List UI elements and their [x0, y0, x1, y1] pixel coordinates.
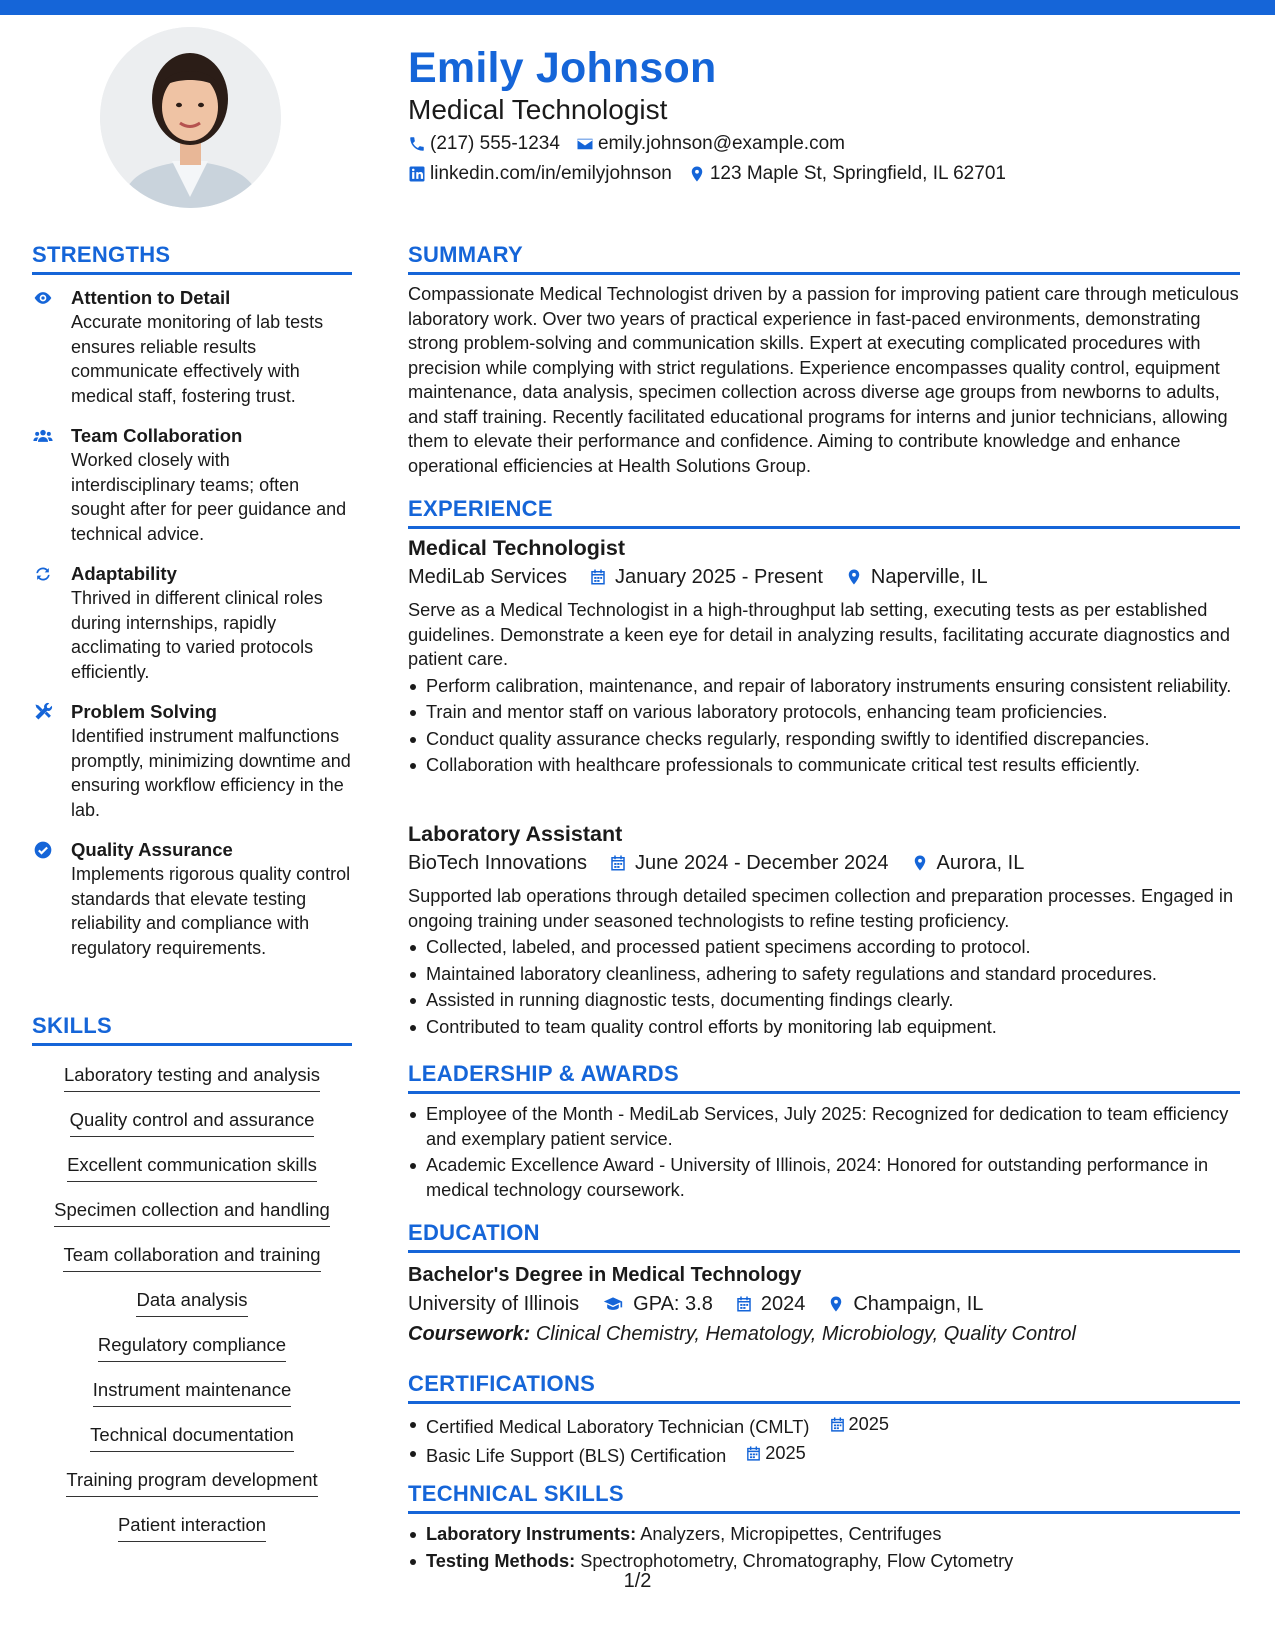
education-rule	[408, 1250, 1240, 1253]
candidate-title: Medical Technologist	[408, 94, 668, 125]
technical-skills-rule	[408, 1511, 1240, 1514]
strength-desc: Accurate monitoring of lab tests ensures reliable results communicate effectively with medical staff, fostering trust.	[71, 312, 324, 406]
job-bullets	[408, 935, 1240, 1039]
calendar-icon	[589, 568, 607, 586]
strength-desc: Identified instrument malfunctions promptly, minimizing downtime and ensuring workflow efficiency in the lab.	[71, 726, 351, 820]
summary-text: Compassionate Medical Technologist driven by a passion for improving patient care through meticulous laboratory work. Over two years of practical experience in fast-paced environments, demonstrating strong problem-solving and communication skills. Expert at executing complicated procedures with precision while complying with strict regulations. Experience encompasses quality control, equipment maintenance, data analysis, specimen collection across diverse age groups from newborns to adults, and staff training. Recently facilitated educational programs for interns and junior technicians, allowing them to elevate their performance and confidence. Aiming to contribute knowledge and enhance operational efficiencies at Health Solutions Group.	[408, 284, 1239, 476]
strength-item	[32, 562, 352, 684]
graduation-cap-icon	[601, 1294, 625, 1314]
job-bullet: Maintained laboratory cleanliness, adhering to safety regulations and standard procedures.	[408, 962, 1240, 987]
skill-item: Patient interaction	[118, 1512, 266, 1542]
summary-heading: SUMMARY	[408, 242, 523, 267]
skill-item: Excellent communication skills	[67, 1152, 317, 1182]
strength-title: Quality Assurance	[71, 839, 233, 860]
experience-heading: EXPERIENCE	[408, 496, 553, 521]
strength-title: Attention to Detail	[71, 287, 231, 308]
gpa-text: GPA: 3.8	[633, 1293, 713, 1315]
strength-title: Adaptability	[71, 563, 177, 584]
map-pin-icon	[688, 165, 706, 183]
certifications-list	[408, 1412, 1240, 1471]
job-description: Serve as a Medical Technologist in a high-throughput lab setting, executing tests as per established guidelines. Demonstrate a keen eye for detail in analyzing results, facilitating accurate diagnostics and patient care.	[408, 600, 1230, 669]
contact-row-2	[408, 163, 1022, 185]
envelope-icon	[576, 135, 594, 153]
map-pin-icon	[911, 854, 929, 872]
skill-item: Instrument maintenance	[93, 1377, 291, 1407]
awards-list	[408, 1102, 1240, 1204]
tools-icon	[32, 702, 54, 722]
linkedin-link[interactable]: linkedin.com/in/emilyjohnson	[430, 163, 672, 184]
awards-heading: LEADERSHIP & AWARDS	[408, 1061, 679, 1086]
address-text: 123 Maple St, Springfield, IL 62701	[709, 163, 1006, 184]
job-dates: June 2024 - December 2024	[635, 852, 889, 874]
profile-photo	[100, 27, 281, 208]
award-item: Academic Excellence Award - University of Illinois, 2024: Honored for outstanding performance in medical technology coursework.	[408, 1153, 1240, 1202]
strength-item	[32, 424, 352, 546]
education-meta	[408, 1289, 1240, 1319]
users-icon	[32, 426, 54, 446]
skill-item: Regulatory compliance	[98, 1332, 286, 1362]
technical-skill-label: Laboratory Instruments:	[426, 1524, 637, 1544]
strength-desc: Thrived in different clinical roles during internships, rapidly acclimating to varied protocols efficiently.	[71, 588, 323, 682]
skills-list	[32, 1062, 352, 1557]
job-company: BioTech Innovations	[408, 852, 588, 874]
calendar-icon	[609, 854, 627, 872]
skill-item: Team collaboration and training	[63, 1242, 320, 1272]
strength-item	[32, 700, 352, 822]
job-title: Laboratory Assistant	[408, 822, 623, 846]
calendar-icon	[735, 1295, 753, 1313]
job-entry-2	[408, 820, 1240, 1041]
certifications-rule	[408, 1401, 1240, 1404]
job-title: Medical Technologist	[408, 536, 626, 560]
certification-item	[408, 1412, 1240, 1439]
degree-title: Bachelor's Degree in Medical Technology	[408, 1264, 802, 1286]
skill-item: Specimen collection and handling	[54, 1197, 330, 1227]
school-location: Champaign, IL	[853, 1293, 984, 1315]
coursework-text: Clinical Chemistry, Hematology, Microbiology, Quality Control	[535, 1323, 1076, 1345]
candidate-name: Emily Johnson	[408, 44, 717, 92]
phone-text[interactable]: (217) 555-1234	[430, 133, 560, 154]
email-item	[576, 133, 845, 155]
skills-rule	[32, 1043, 352, 1046]
graduation-year: 2024	[760, 1293, 806, 1315]
job-description: Supported lab operations through detailed specimen collection and preparation processes. Engaged in ongoing training under seasoned technologists to refine testing proficiency.	[408, 886, 1234, 931]
technical-skills-heading: TECHNICAL SKILLS	[408, 1481, 624, 1506]
education-entry	[408, 1261, 1240, 1349]
award-item: Employee of the Month - MediLab Services, July 2025: Recognized for dedication to team efficiency and exemplary patient service.	[408, 1102, 1240, 1151]
job-bullet: Train and mentor staff on various laboratory protocols, enhancing team proficiencies.	[408, 700, 1240, 725]
coursework-label: Coursework:	[408, 1323, 531, 1345]
job-bullet: Contributed to team quality control efforts by monitoring lab equipment.	[408, 1015, 1240, 1040]
job-bullet: Collected, labeled, and processed patient specimens according to protocol.	[408, 935, 1240, 960]
profile-photo-illustration	[100, 27, 281, 208]
skill-item: Quality control and assurance	[70, 1107, 315, 1137]
skill-item: Technical documentation	[90, 1422, 294, 1452]
coursework-line	[408, 1319, 1240, 1349]
experience-rule	[408, 526, 1240, 529]
certification-year: 2025	[765, 1443, 806, 1464]
strengths-list	[32, 286, 352, 976]
certifications-heading: CERTIFICATIONS	[408, 1371, 596, 1396]
eye-icon	[32, 288, 54, 308]
strength-desc: Implements rigorous quality control standards that elevate testing reliability and compliance with regulatory requirements.	[71, 864, 351, 958]
calendar-icon	[829, 1416, 846, 1433]
strengths-heading: STRENGTHS	[32, 242, 171, 267]
top-accent-bar	[0, 0, 1275, 15]
check-circle-icon	[32, 840, 54, 860]
summary-rule	[408, 272, 1240, 275]
education-heading: EDUCATION	[408, 1220, 540, 1245]
map-pin-icon	[827, 1295, 845, 1313]
job-meta	[408, 848, 1240, 878]
technical-skill-value: Spectrophotometry, Chromatography, Flow Cytometry	[580, 1550, 1014, 1571]
certification-name: Basic Life Support (BLS) Certification	[426, 1446, 727, 1466]
skills-heading: SKILLS	[32, 1013, 113, 1038]
certification-item	[408, 1441, 1240, 1468]
address-item	[688, 163, 1006, 185]
technical-skills-list	[408, 1522, 1240, 1575]
email-link[interactable]: emily.johnson@example.com	[597, 133, 845, 154]
calendar-icon	[745, 1445, 762, 1462]
strength-title: Problem Solving	[71, 701, 217, 722]
job-meta	[408, 562, 1240, 592]
skill-item: Training program development	[66, 1467, 317, 1497]
job-bullet: Assisted in running diagnostic tests, documenting findings clearly.	[408, 988, 1240, 1013]
phone-icon	[408, 135, 426, 153]
job-company: MediLab Services	[408, 566, 567, 588]
job-bullets	[408, 674, 1240, 778]
technical-skill-item	[408, 1522, 1240, 1547]
contact-row-1	[408, 133, 861, 155]
certification-year: 2025	[848, 1414, 889, 1434]
job-entry-1	[408, 534, 1240, 780]
phone-item	[408, 133, 560, 155]
job-location: Aurora, IL	[936, 852, 1025, 874]
page-number: 1/2	[623, 1570, 652, 1592]
job-bullet: Conduct quality assurance checks regularly, responding swiftly to identified discrepancies.	[408, 727, 1240, 752]
job-location: Naperville, IL	[870, 566, 988, 588]
strength-desc: Worked closely with interdisciplinary teams; often sought after for peer guidance and technical advice.	[71, 450, 347, 544]
skill-item: Data analysis	[136, 1287, 247, 1317]
skill-item: Laboratory testing and analysis	[64, 1062, 320, 1092]
strength-title: Team Collaboration	[71, 425, 243, 446]
technical-skill-label: Testing Methods:	[426, 1550, 576, 1571]
job-bullet: Perform calibration, maintenance, and repair of laboratory instruments ensuring consistent reliability.	[408, 674, 1240, 699]
strength-item	[32, 286, 352, 408]
technical-skill-value: Analyzers, Micropipettes, Centrifuges	[640, 1524, 942, 1544]
job-bullet: Collaboration with healthcare professionals to communicate critical test results efficiently.	[408, 753, 1240, 778]
map-pin-icon	[845, 568, 863, 586]
certification-name: Certified Medical Laboratory Technician (CMLT)	[426, 1416, 810, 1437]
strengths-rule	[32, 272, 352, 275]
refresh-icon	[32, 564, 54, 584]
job-dates: January 2025 - Present	[614, 566, 823, 588]
linkedin-item	[408, 163, 672, 185]
school-name: University of Illinois	[408, 1293, 580, 1315]
linkedin-icon	[408, 165, 426, 183]
awards-rule	[408, 1091, 1240, 1094]
strength-item	[32, 838, 352, 960]
